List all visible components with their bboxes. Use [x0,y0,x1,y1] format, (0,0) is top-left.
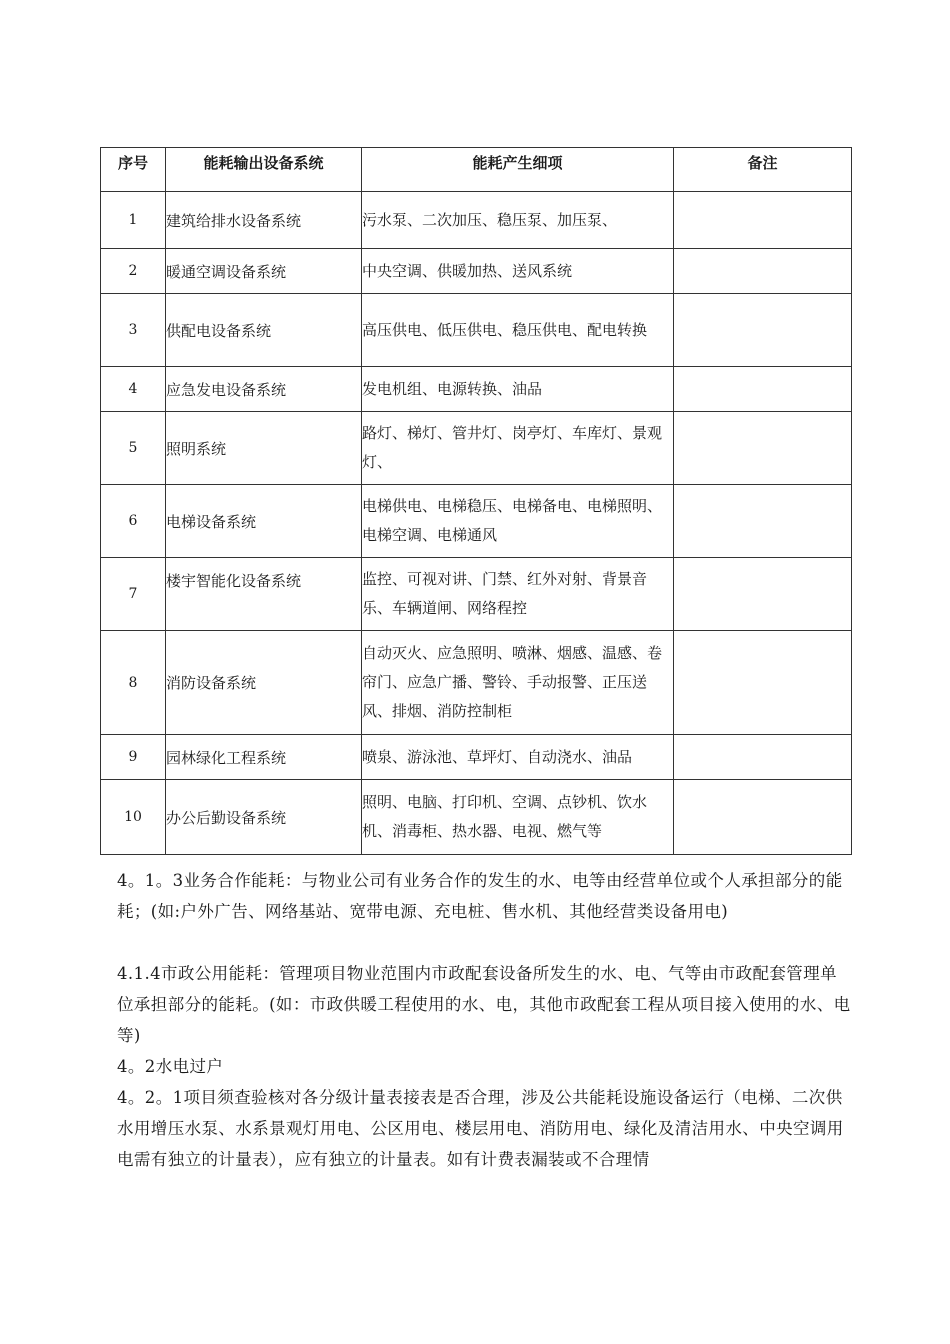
table-row [101,367,852,412]
row-note [674,780,852,855]
row-no: 6 [101,485,166,558]
table-row [101,631,852,735]
row-note [674,558,852,631]
row-no: 7 [101,558,166,631]
row-system: 消防设备系统 [166,631,362,735]
section-heading-transfer: 4。2水电过户 [117,1057,224,1076]
energy-consumption-table [100,147,852,855]
table-row [101,558,852,631]
row-no: 3 [101,294,166,367]
paragraph-meter-check: 4。2。1项目须查验核对各分级计量表接表是否合理，涉及公共能耗设施设备运行（电梯、二次供水用增压水泵、水系景观灯用电、公区用电、楼层用电、消防用电、绿化及清洁用水、中央空调用电需有独立的计量表），应有独立的计量表。如有计费表漏装或不合理情 [117,1088,844,1169]
row-note [674,367,852,412]
table-row [101,412,852,485]
row-detail: 污水泵、二次加压、稳压泵、加压泵、 [362,192,674,249]
row-detail: 喷泉、游泳池、草坪灯、自动浇水、油品 [362,735,674,780]
row-no: 9 [101,735,166,780]
paragraph-business-cooperation: 4。1。3业务合作能耗：与物业公司有业务合作的发生的水、电等由经营单位或个人承担部分的能耗；(如:户外广告、网络基站、宽带电源、充电桩、售水机、其他经营类设备用电) [117,871,843,921]
row-system: 暖通空调设备系统 [166,249,362,294]
row-note [674,294,852,367]
row-detail: 电梯供电、电梯稳压、电梯备电、电梯照明、电梯空调、电梯通风 [362,485,674,558]
table-row [101,249,852,294]
header-detail: 能耗产生细项 [362,148,674,192]
table-row [101,192,852,249]
row-detail: 自动灭火、应急照明、喷淋、烟感、温感、卷帘门、应急广播、警铃、手动报警、正压送风、排烟、消防控制柜 [362,631,674,735]
row-detail: 高压供电、低压供电、稳压供电、配电转换 [362,294,674,367]
row-no: 10 [101,780,166,855]
row-note [674,412,852,485]
paragraph-municipal-public: 4.1.4市政公用能耗：管理项目物业范围内市政配套设备所发生的水、电、气等由市政配套管理单位承担部分的能耗。(如：市政供暖工程使用的水、电，其他市政配套工程从项目接入使用的水、电等) [117,964,851,1045]
row-no: 2 [101,249,166,294]
row-note [674,485,852,558]
row-system: 供配电设备系统 [166,294,362,367]
row-system: 电梯设备系统 [166,485,362,558]
row-detail: 中央空调、供暖加热、送风系统 [362,249,674,294]
row-detail: 路灯、梯灯、管井灯、岗亭灯、车库灯、景观灯、 [362,412,674,485]
row-note [674,249,852,294]
header-no: 序号 [101,148,166,192]
row-no: 8 [101,631,166,735]
header-system: 能耗输出设备系统 [166,148,362,192]
row-system: 办公后勤设备系统 [166,780,362,855]
row-detail: 监控、可视对讲、门禁、红外对射、背景音乐、车辆道闸、网络程控 [362,558,674,631]
table-row [101,780,852,855]
row-system: 园林绿化工程系统 [166,735,362,780]
table-row [101,735,852,780]
row-note [674,192,852,249]
row-system: 建筑给排水设备系统 [166,192,362,249]
table-row [101,485,852,558]
table-row [101,294,852,367]
row-system: 楼宇智能化设备系统 [166,558,362,631]
row-detail: 照明、电脑、打印机、空调、点钞机、饮水机、消毒柜、热水器、电视、燃气等 [362,780,674,855]
row-no: 5 [101,412,166,485]
row-note [674,735,852,780]
row-no: 1 [101,192,166,249]
row-note [674,631,852,735]
row-system: 照明系统 [166,412,362,485]
header-note: 备注 [674,148,852,192]
row-system: 应急发电设备系统 [166,367,362,412]
row-no: 4 [101,367,166,412]
table-header-row [101,148,852,192]
row-detail: 发电机组、电源转换、油品 [362,367,674,412]
